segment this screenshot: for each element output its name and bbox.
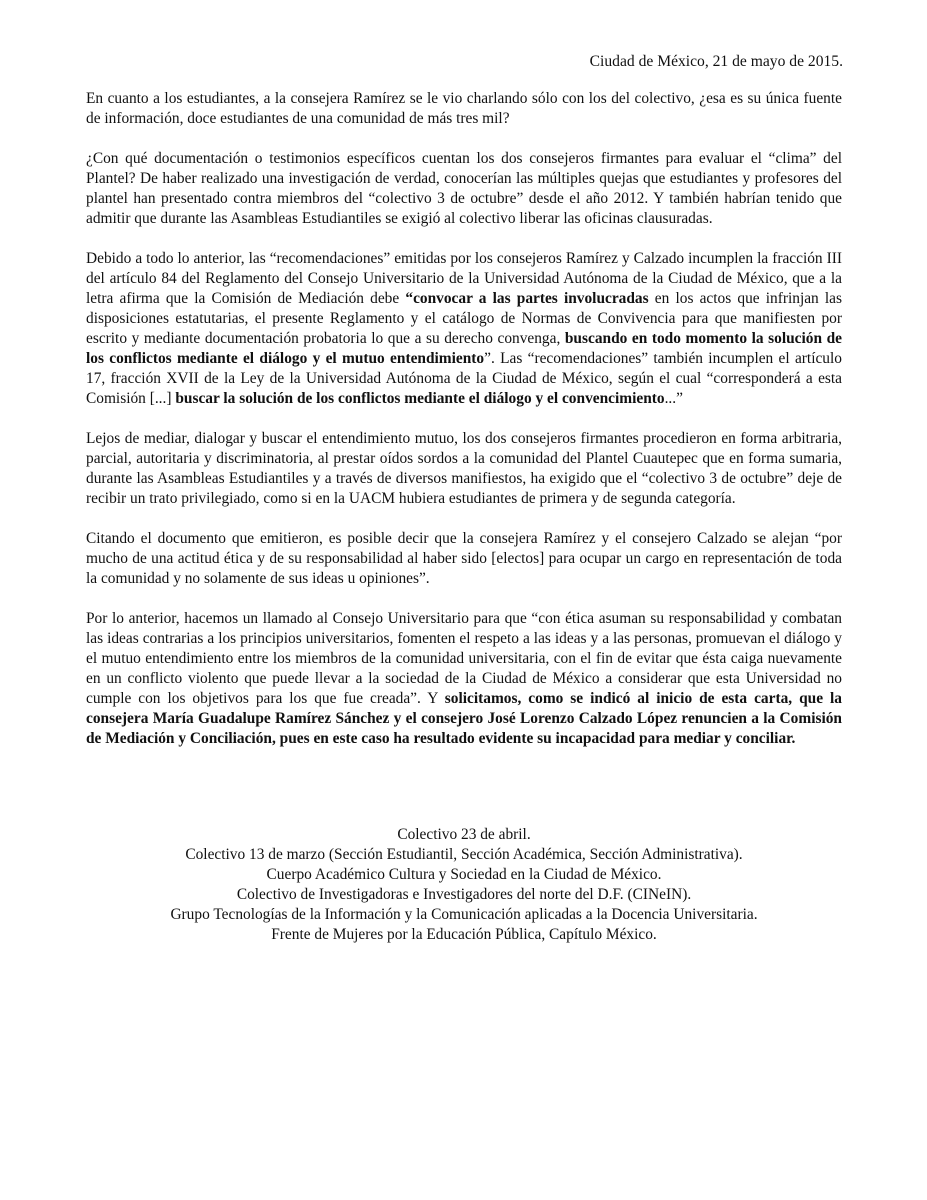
bold-phrase: buscar la solución de los conflictos mediante el diálogo y el convencimiento	[175, 390, 665, 407]
date-line: Ciudad de México, 21 de mayo de 2015.	[589, 53, 843, 70]
signatory: Grupo Tecnologías de la Información y la Comunicación aplicadas a la Docencia Universitaria.	[170, 906, 758, 923]
paragraph-citation: Citando el documento que emitieron, es posible decir que la consejera Ramírez y el consejero Calzado se alejan “por mucho de una actitud ética y de su responsabilidad al haber sido [electos] para ocupar un cargo en representación de toda la comunidad y no solamente de sus ideas u opiniones”.	[86, 530, 842, 587]
signatory: Frente de Mujeres por la Educación Pública, Capítulo México.	[271, 926, 657, 943]
signatories-block	[86, 825, 842, 945]
paragraph-documentation: ¿Con qué documentación o testimonios específicos cuentan los dos consejeros firmantes para evaluar el “clima” del Plantel? De haber realizado una investigación de verdad, conocerían las múltiples quejas que estudiantes y profesores del plantel han presentado contra miembros del “colectivo 3 de octubre” desde el año 2012. Y también habrían tenido que admitir que durante las Asambleas Estudiantiles se exigió al colectivo liberar las oficinas clausuradas.	[86, 150, 842, 227]
paragraph-text: ”. Las “recomendaciones” también incumplen el artículo 17, fracción XVII de la Ley de la Universidad Autónoma de la Ciudad de México, según el cual “corresponderá a esta Comisión [...]	[86, 350, 842, 407]
signatory: Colectivo de Investigadoras e Investigadores del norte del D.F. (CINeIN).	[236, 886, 692, 903]
letter-body	[86, 89, 842, 769]
signatory: Colectivo 23 de abril.	[397, 826, 531, 843]
paragraph-text: en los actos que infrinjan las disposiciones estatutarias, el presente Reglamento y el catálogo de Normas de Convivencia para que manifiesten por escrito y mediante documentación probatoria lo que a su derecho convenga,	[86, 290, 843, 347]
bold-phrase: “convocar a las partes involucradas	[405, 290, 649, 307]
paragraph-text: Por lo anterior, hacemos un llamado al Consejo Universitario para que “con ética asuman su responsabilidad y combatan las ideas contrarias a los principios universitarios, fomenten el respeto a las ideas y a las personas, promuevan el diálogo y el mutuo entendimiento entre los miembros de la comunidad universitaria, con el fin de evitar que ésta caiga nuevamente en un conflicto violento que puede llevar a la sociedad de la Ciudad de México a considerar que esta Universidad no cumple con los objetivos para los que fue creada”. Y	[86, 610, 842, 707]
paragraph-text: Debido a todo lo anterior, las “recomendaciones” emitidas por los consejeros Ramírez y Calzado incumplen la fracción III del artículo 84 del Reglamento del Consejo Universitario de la Universidad Autónoma de la Ciudad de México, que a la letra afirma que la Comisión de Mediación debe	[86, 250, 842, 307]
bold-phrase: buscando en todo momento la solución de los conflictos mediante el diálogo y el mutuo entendimiento	[86, 330, 842, 367]
paragraph-recommendations	[86, 249, 842, 409]
paragraph-students: En cuanto a los estudiantes, a la consejera Ramírez se le vio charlando sólo con los del colectivo, ¿esa es su única fuente de información, doce estudiantes de una comunidad de más tres mil?	[86, 90, 842, 127]
signatory: Cuerpo Académico Cultura y Sociedad en la Ciudad de México.	[266, 866, 662, 883]
paragraph-mediation: Lejos de mediar, dialogar y buscar el entendimiento mutuo, los dos consejeros firmantes procedieron en forma arbitraria, parcial, autoritaria y discriminatoria, al prestar oídos sordos a la comunidad del Plantel Cuautepec que en forma sumaria, durante las Asambleas Estudiantiles y a través de diversos manifiestos, ha exigido que el “colectivo 3 de octubre” deje de recibir un trato privilegiado, como si en la UACM hubiera estudiantes de primera y de segunda categoría.	[86, 430, 842, 507]
paragraph-text: ...”	[664, 390, 683, 407]
paragraph-request	[86, 609, 842, 749]
bold-request: solicitamos, como se indicó al inicio de esta carta, que la consejera María Guadalupe Ramírez Sánchez y el consejero José Lorenzo Calzado López renuncien a la Comisión de Mediación y Conciliación, pues en este caso ha resultado evidente su incapacidad para mediar y conciliar.	[86, 690, 842, 747]
signatory: Colectivo 13 de marzo (Sección Estudiantil, Sección Académica, Sección Administrativa).	[185, 846, 743, 863]
